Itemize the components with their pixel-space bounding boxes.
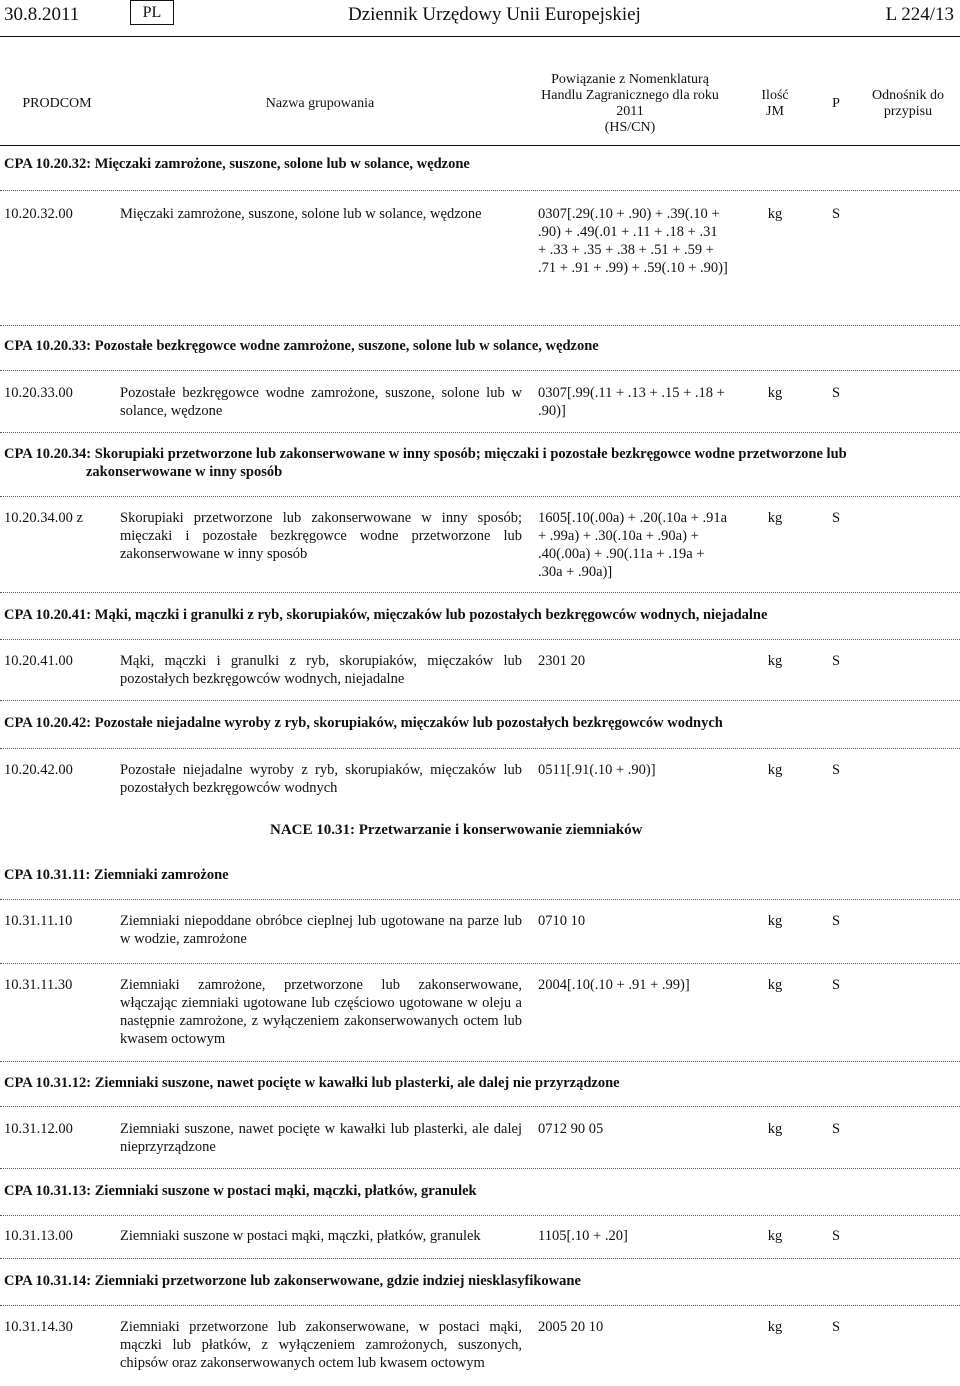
p-value: S [831,1121,841,1137]
prodcom-code: 10.20.33.00 [4,385,73,401]
p-value: S [831,977,841,993]
nace-heading: NACE 10.31: Przetwarzanie i konserwowanie ziemniaków [270,822,643,838]
hs-cn-code: 1605[.10(.00a) + .20(.10a + .91a + .99a) + .30(.10a + .90a) + .40(.00a) + .90(.11a + .19a + .30a + .90a)] [538,510,728,580]
col-name: Nazwa grupowania [265,96,375,111]
col-hs: Powiązanie z Nomenklaturą Handlu Zagranicznego dla roku 2011 (HS/CN) [541,72,719,135]
cpa-heading: CPA 10.31.14: Ziemniaki przetworzone lub zakonserwowane, gdzie indziej niesklasyfikowane [4,1273,581,1289]
row-separator [0,1168,960,1169]
group-name: Mięczaki zamrożone, suszone, solone lub w solance, wędzone [120,206,482,222]
col-quantity: Ilość JM [761,88,789,119]
page-header [0,0,960,34]
group-name: Pozostałe bezkręgowce wodne zamrożone, suszone, solone lub w solance, wędzone [120,385,522,419]
group-name: Mąki, mączki i granulki z ryb, skorupiaków, mięczaków lub pozostałych bezkręgowców wodnych, niejadalne [120,653,522,687]
unit: kg [767,385,783,401]
p-value: S [831,510,841,526]
row-separator [0,899,960,900]
unit: kg [767,1228,783,1244]
row-separator [0,639,960,640]
group-name: Ziemniaki zamrożone, przetworzone lub zakonserwowane, włączając ziemniaki ugotowane lub częściowo ugotowane w oleju a następnie zamrożone, z wyłączeniem zakonserwowanych octem lub kwasem octowym [120,977,522,1047]
table-header-rule [0,145,960,146]
prodcom-code: 10.20.41.00 [4,653,73,669]
language-box: PL [130,0,174,25]
prodcom-code: 10.31.14.30 [4,1319,73,1335]
hs-cn-code: 2004[.10(.10 + .91 + .99)] [538,977,690,993]
row-separator [0,1258,960,1259]
publication-date: 30.8.2011 [4,4,80,25]
row-separator [0,432,960,433]
prodcom-code: 10.20.34.00 z [4,510,83,526]
cpa-heading: CPA 10.20.42: Pozostałe niejadalne wyroby z ryb, skorupiaków, mięczaków lub pozostałych bezkręgowców wodnych [4,715,723,731]
p-value: S [831,206,841,222]
prodcom-code: 10.20.42.00 [4,762,73,778]
row-separator [0,496,960,497]
prodcom-code: 10.20.32.00 [4,206,73,222]
group-name: Ziemniaki suszone w postaci mąki, mączki, płatków, granulek [120,1228,481,1244]
row-separator [0,1061,960,1062]
cpa-heading: CPA 10.31.12: Ziemniaki suszone, nawet pocięte w kawałki lub plasterki, ale dalej nie przyrządzone [4,1075,620,1091]
unit: kg [767,1319,783,1335]
prodcom-code: 10.31.12.00 [4,1121,73,1137]
hs-cn-code: 2301 20 [538,653,586,669]
prodcom-code: 10.31.11.30 [4,977,73,993]
unit: kg [767,1121,783,1137]
col-prodcom: PRODCOM [22,96,92,111]
group-name: Pozostałe niejadalne wyroby z ryb, skorupiaków, mięczaków lub pozostałych bezkręgowców wodnych [120,762,522,796]
p-value: S [831,1319,841,1335]
group-name: Ziemniaki suszone, nawet pocięte w kawałki lub plasterki, ale dalej nieprzyrządzone [120,1121,522,1155]
row-separator [0,592,960,593]
cpa-heading: CPA 10.31.11: Ziemniaki zamrożone [4,867,229,883]
col-footnote-ref: Odnośnik do przypisu [872,88,944,119]
hs-cn-code: 0712 90 05 [538,1121,604,1137]
p-value: S [831,653,841,669]
row-separator [0,963,960,964]
hs-cn-code: 0710 10 [538,913,586,929]
unit: kg [767,762,783,778]
unit: kg [767,206,783,222]
prodcom-code: 10.31.11.10 [4,913,73,929]
unit: kg [767,510,783,526]
p-value: S [831,762,841,778]
p-value: S [831,385,841,401]
p-value: S [831,913,841,929]
cpa-heading: CPA 10.20.32: Mięczaki zamrożone, suszone, solone lub w solance, wędzone [4,156,470,172]
row-separator [0,1215,960,1216]
group-name: Ziemniaki niepoddane obróbce cieplnej lub ugotowane na parze lub w wodzie, zamrożone [120,913,522,947]
header-rule [0,36,960,37]
row-separator [0,700,960,701]
row-separator [0,1106,960,1107]
prodcom-code: 10.31.13.00 [4,1228,73,1244]
group-name: Skorupiaki przetworzone lub zakonserwowane w inny sposób; mięczaki i pozostałe bezkręgowce wodne przetworzone lub zakonserwowane w inny sposób [120,510,522,562]
row-separator [0,190,960,191]
cpa-heading: CPA 10.20.41: Mąki, mączki i granulki z ryb, skorupiaków, mięczaków lub pozostałych bezkręgowców wodnych, niejadalne [4,607,768,623]
group-name: Ziemniaki przetworzone lub zakonserwowane, w postaci mąki, mączki lub płatków, z wyłączeniem zamrożonych, suszonych, chipsów oraz zakonserwowanych octem lub kwasem octowym [120,1319,522,1371]
hs-cn-code: 0307[.29(.10 + .90) + .39(.10 + .90) + .49(.01 + .11 + .18 + .31 + .33 + .35 + .38 + .51 + .59 + .71 + .91 + .99) + .59(.10 + .90)] [538,206,728,276]
hs-cn-code: 2005 20 10 [538,1319,604,1335]
hs-cn-code: 0307[.99(.11 + .13 + .15 + .18 + .90)] [538,385,725,419]
journal-title: Dziennik Urzędowy Unii Europejskiej [348,4,641,25]
row-separator [0,748,960,749]
unit: kg [767,653,783,669]
unit: kg [767,977,783,993]
hs-cn-code: 1105[.10 + .20] [538,1228,628,1244]
unit: kg [767,913,783,929]
hs-cn-code: 0511[.91(.10 + .90)] [538,762,656,778]
row-separator [0,325,960,326]
row-separator [0,1305,960,1306]
cpa-heading: CPA 10.20.34: Skorupiaki przetworzone lub zakonserwowane w inny sposób; mięczaki i pozostałe bezkręgowce wodne przetworzone lub zakonserwowane w inny sposób [4,446,847,480]
row-separator [0,370,960,371]
col-p: P [832,96,840,111]
page-reference: L 224/13 [885,4,954,25]
cpa-heading: CPA 10.20.33: Pozostałe bezkręgowce wodne zamrożone, suszone, solone lub w solance, wędzone [4,338,599,354]
cpa-heading: CPA 10.31.13: Ziemniaki suszone w postaci mąki, mączki, płatków, granulek [4,1183,477,1199]
p-value: S [831,1228,841,1244]
